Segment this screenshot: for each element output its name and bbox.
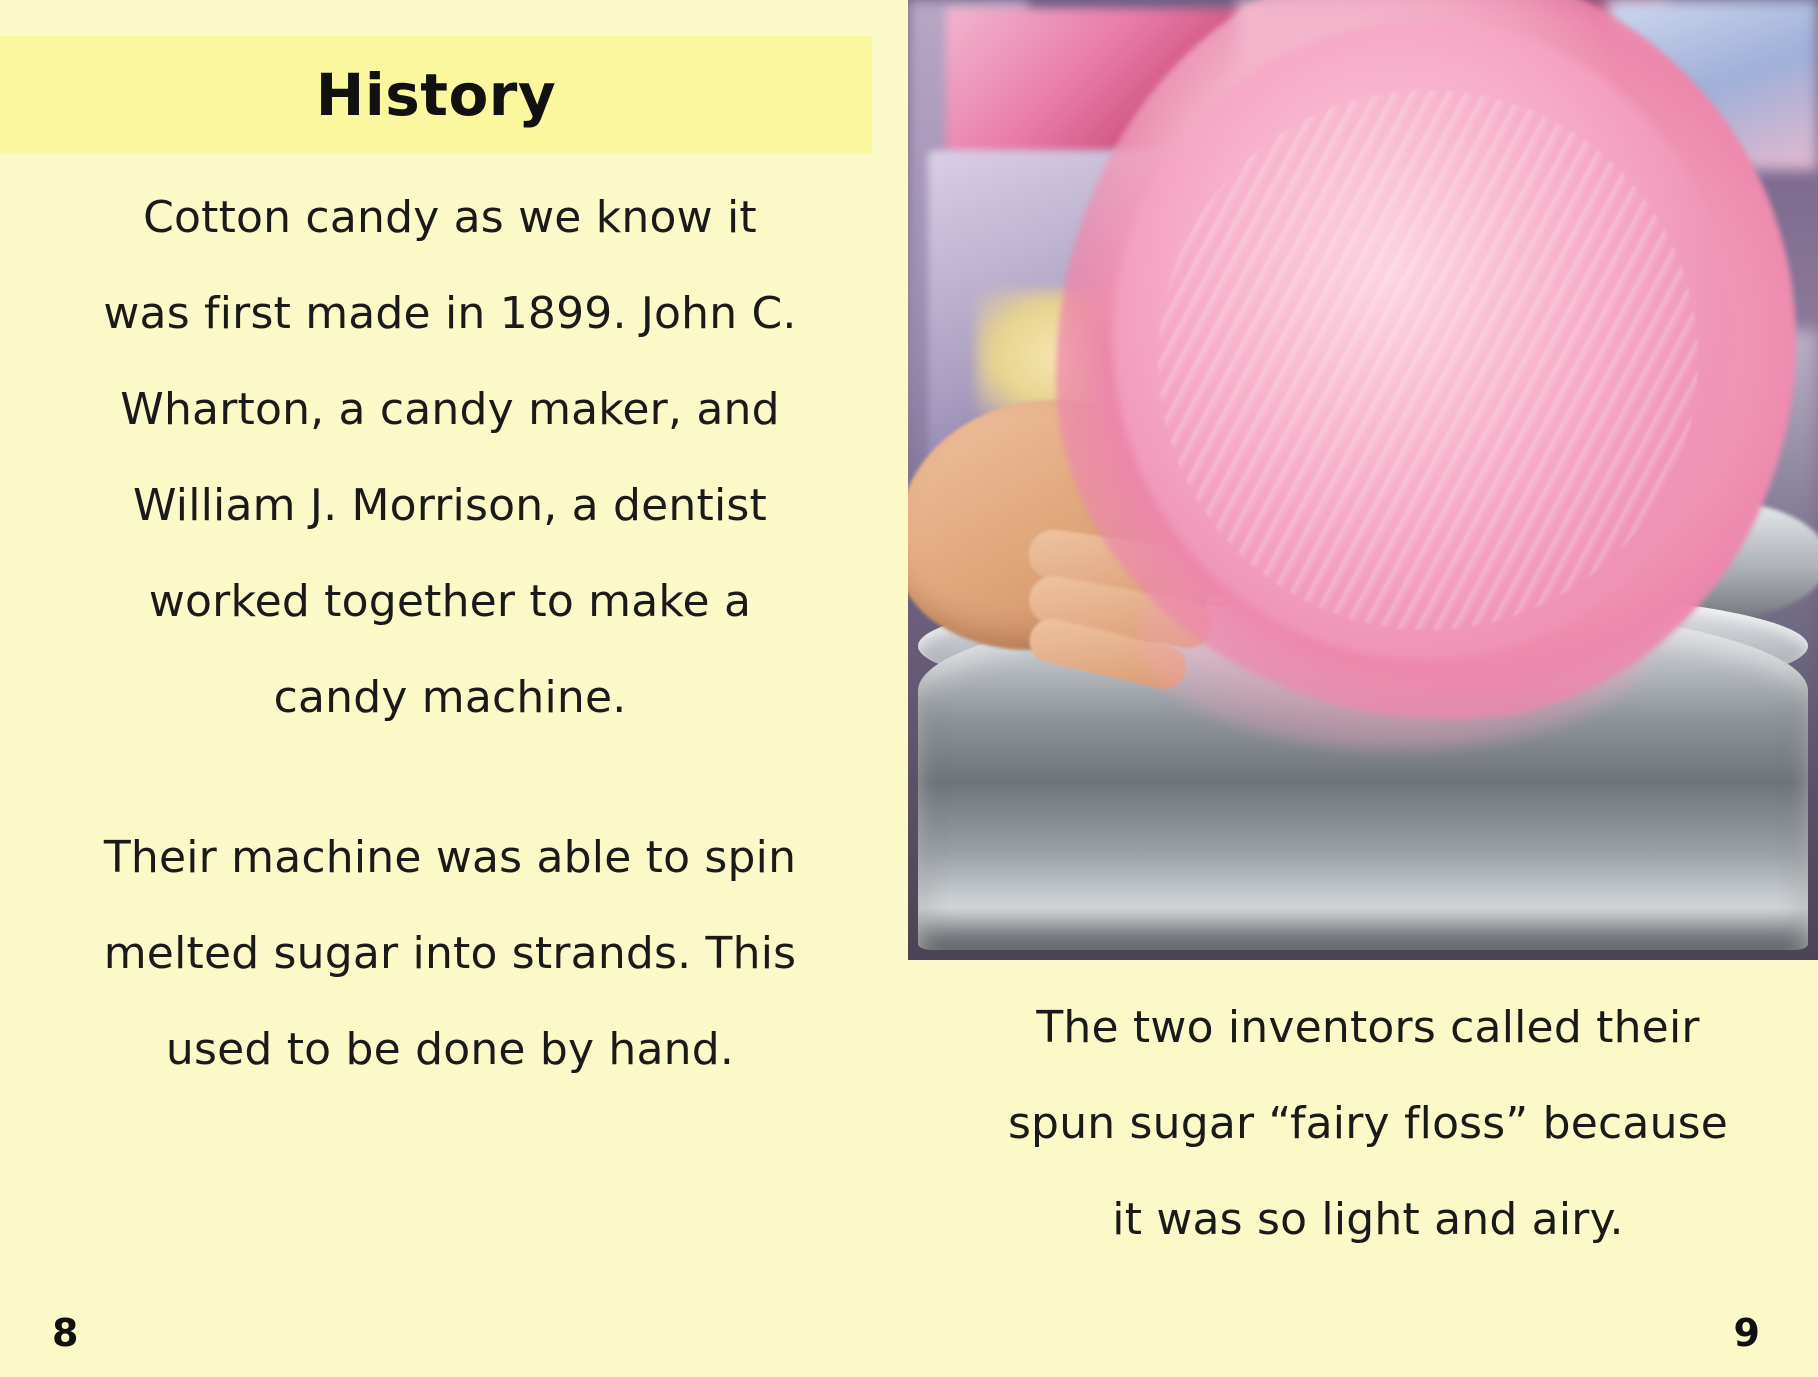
- paragraph-line: worked together to make a: [148, 576, 752, 627]
- paragraph-line: Their machine was able to spin: [103, 832, 797, 883]
- caption-line: spun sugar “fairy floss” because: [1007, 1098, 1729, 1149]
- photo-caption: [928, 980, 1808, 1268]
- paragraph-line: melted sugar into strands. This: [103, 928, 797, 979]
- page-number-left: 8: [52, 1311, 79, 1355]
- caption-line: The two inventors called their: [1036, 1002, 1700, 1053]
- paragraph-line: was first made in 1899. John C.: [103, 288, 797, 339]
- paragraph-machine: [50, 810, 850, 1098]
- right-page: [908, 0, 1818, 1377]
- left-page: [0, 0, 908, 1377]
- cotton-candy-photo: [908, 0, 1818, 960]
- paragraph-line: William J. Morrison, a dentist: [133, 480, 767, 531]
- paragraph-history-intro: [50, 170, 850, 746]
- section-heading-band: [0, 36, 872, 154]
- paragraph-line: Wharton, a candy maker, and: [120, 384, 780, 435]
- paragraph-line: Cotton candy as we know it: [143, 192, 757, 243]
- caption-line: it was so light and airy.: [1112, 1194, 1624, 1245]
- page-title: History: [315, 61, 557, 129]
- cotton-candy-strands: [1158, 90, 1698, 630]
- paragraph-line: used to be done by hand.: [165, 1024, 735, 1075]
- page-number-right: 9: [1733, 1311, 1760, 1355]
- paragraph-line: candy machine.: [273, 672, 627, 723]
